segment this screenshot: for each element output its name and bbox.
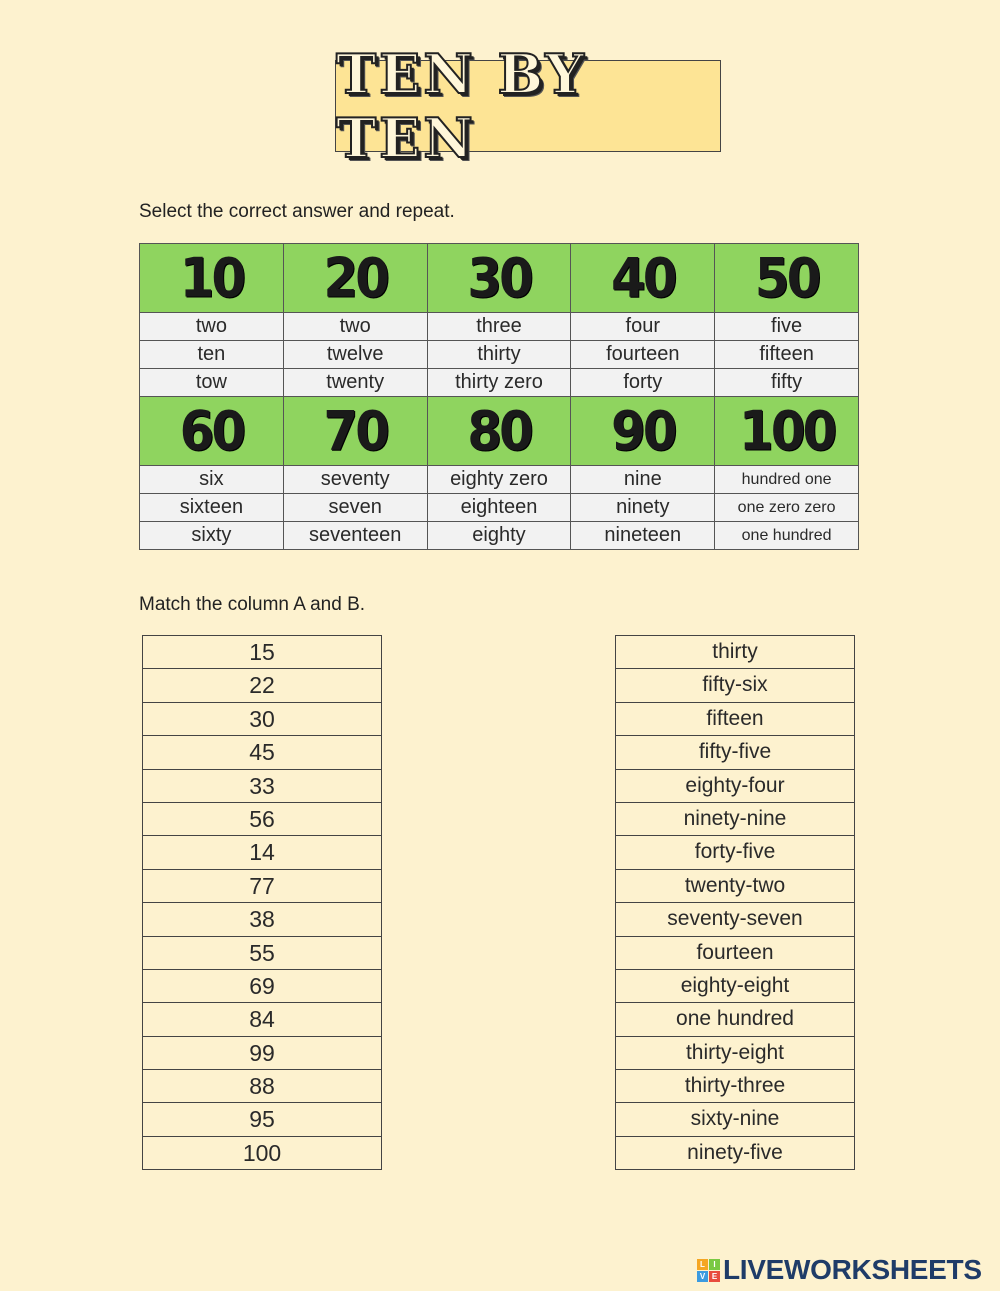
answer-option[interactable]: seventy xyxy=(283,466,427,494)
number-label: 40 xyxy=(610,246,675,310)
answer-option[interactable]: three xyxy=(427,313,571,341)
number-label: 90 xyxy=(610,399,675,463)
number-choice-table xyxy=(139,243,859,550)
column-a-item[interactable]: 99 xyxy=(142,1036,382,1070)
answer-option[interactable]: ninety xyxy=(571,494,715,522)
number-label: 100 xyxy=(738,399,835,463)
column-b-item[interactable]: eighty-eight xyxy=(615,969,855,1003)
column-b-item[interactable]: twenty-two xyxy=(615,869,855,903)
column-a-item[interactable]: 55 xyxy=(142,936,382,970)
number-label: 50 xyxy=(754,246,819,310)
column-a-item[interactable]: 38 xyxy=(142,902,382,936)
answer-option[interactable]: fifty xyxy=(715,369,859,397)
column-a xyxy=(142,635,382,1170)
answer-option[interactable]: tow xyxy=(140,369,284,397)
column-a-item[interactable]: 77 xyxy=(142,869,382,903)
answer-option[interactable]: twenty xyxy=(283,369,427,397)
column-b-item[interactable]: forty-five xyxy=(615,835,855,869)
number-cell xyxy=(571,244,715,313)
option-row xyxy=(140,522,859,550)
answer-option[interactable]: eighteen xyxy=(427,494,571,522)
logo-text: LIVEWORKSHEETS xyxy=(723,1254,982,1285)
column-b-item[interactable]: thirty xyxy=(615,635,855,669)
answer-option[interactable]: thirty zero xyxy=(427,369,571,397)
column-a-item[interactable]: 56 xyxy=(142,802,382,836)
logo-mark-letter: I xyxy=(709,1259,720,1270)
instruction-match: Match the column A and B. xyxy=(139,594,366,615)
column-a-item[interactable]: 95 xyxy=(142,1102,382,1136)
column-b-item[interactable]: one hundred xyxy=(615,1002,855,1036)
answer-option[interactable]: thirty xyxy=(427,341,571,369)
instruction-select: Select the correct answer and repeat. xyxy=(139,201,455,222)
column-b-item[interactable]: eighty-four xyxy=(615,769,855,803)
column-b-item[interactable]: fifty-six xyxy=(615,668,855,702)
answer-option[interactable]: fifteen xyxy=(715,341,859,369)
option-row xyxy=(140,341,859,369)
answer-option[interactable]: seven xyxy=(283,494,427,522)
number-cell xyxy=(140,397,284,466)
number-row xyxy=(140,397,859,466)
option-row xyxy=(140,313,859,341)
option-row xyxy=(140,494,859,522)
answer-option[interactable]: two xyxy=(283,313,427,341)
column-a-item[interactable]: 84 xyxy=(142,1002,382,1036)
number-label: 70 xyxy=(323,399,387,463)
column-a-item[interactable]: 30 xyxy=(142,702,382,736)
column-b-item[interactable]: thirty-three xyxy=(615,1069,855,1103)
number-row xyxy=(140,244,859,313)
answer-option[interactable]: ten xyxy=(140,341,284,369)
number-label: 60 xyxy=(179,399,244,463)
column-b-item[interactable]: seventy-seven xyxy=(615,902,855,936)
answer-option[interactable]: forty xyxy=(571,369,715,397)
logo-mark-letter: V xyxy=(697,1271,708,1282)
column-a-item[interactable]: 45 xyxy=(142,735,382,769)
number-label: 10 xyxy=(179,246,244,310)
column-a-item[interactable]: 100 xyxy=(142,1136,382,1170)
page-title: TEN BY TEN xyxy=(336,42,587,170)
answer-option[interactable]: one hundred xyxy=(715,522,859,550)
answer-option[interactable]: nine xyxy=(571,466,715,494)
column-b-item[interactable]: fifty-five xyxy=(615,735,855,769)
number-cell xyxy=(283,397,427,466)
answer-option[interactable]: sixty xyxy=(140,522,284,550)
answer-option[interactable]: sixteen xyxy=(140,494,284,522)
answer-option[interactable]: nineteen xyxy=(571,522,715,550)
answer-option[interactable]: six xyxy=(140,466,284,494)
answer-option[interactable]: fourteen xyxy=(571,341,715,369)
column-a-item[interactable]: 88 xyxy=(142,1069,382,1103)
answer-option[interactable]: eighty zero xyxy=(427,466,571,494)
column-b-item[interactable]: ninety-five xyxy=(615,1136,855,1170)
column-b-item[interactable]: sixty-nine xyxy=(615,1102,855,1136)
title-banner xyxy=(335,42,721,170)
answer-option[interactable]: two xyxy=(140,313,284,341)
number-cell xyxy=(427,397,571,466)
liveworksheets-logo xyxy=(697,1255,982,1285)
column-a-item[interactable]: 22 xyxy=(142,668,382,702)
answer-option[interactable]: eighty xyxy=(427,522,571,550)
column-a-item[interactable]: 14 xyxy=(142,835,382,869)
answer-option[interactable]: twelve xyxy=(283,341,427,369)
logo-mark-letter: E xyxy=(709,1271,720,1282)
answer-option[interactable]: seventeen xyxy=(283,522,427,550)
column-b-item[interactable]: fourteen xyxy=(615,936,855,970)
column-b xyxy=(615,635,855,1170)
number-cell xyxy=(715,244,859,313)
column-b-item[interactable]: thirty-eight xyxy=(615,1036,855,1070)
column-a-item[interactable]: 15 xyxy=(142,635,382,669)
column-a-item[interactable]: 69 xyxy=(142,969,382,1003)
logo-mark-letter: L xyxy=(697,1259,708,1270)
answer-option[interactable]: one zero zero xyxy=(715,494,859,522)
number-cell xyxy=(715,397,859,466)
number-label: 30 xyxy=(467,246,531,310)
option-row xyxy=(140,466,859,494)
logo-mark-icon xyxy=(697,1259,720,1282)
column-b-item[interactable]: fifteen xyxy=(615,702,855,736)
number-cell xyxy=(140,244,284,313)
number-cell xyxy=(571,397,715,466)
column-a-item[interactable]: 33 xyxy=(142,769,382,803)
number-cell xyxy=(427,244,571,313)
answer-option[interactable]: five xyxy=(715,313,859,341)
column-b-item[interactable]: ninety-nine xyxy=(615,802,855,836)
answer-option[interactable]: four xyxy=(571,313,715,341)
number-label: 80 xyxy=(467,399,531,463)
answer-option[interactable]: hundred one xyxy=(715,466,859,494)
option-row xyxy=(140,369,859,397)
number-label: 20 xyxy=(323,246,387,310)
number-cell xyxy=(283,244,427,313)
